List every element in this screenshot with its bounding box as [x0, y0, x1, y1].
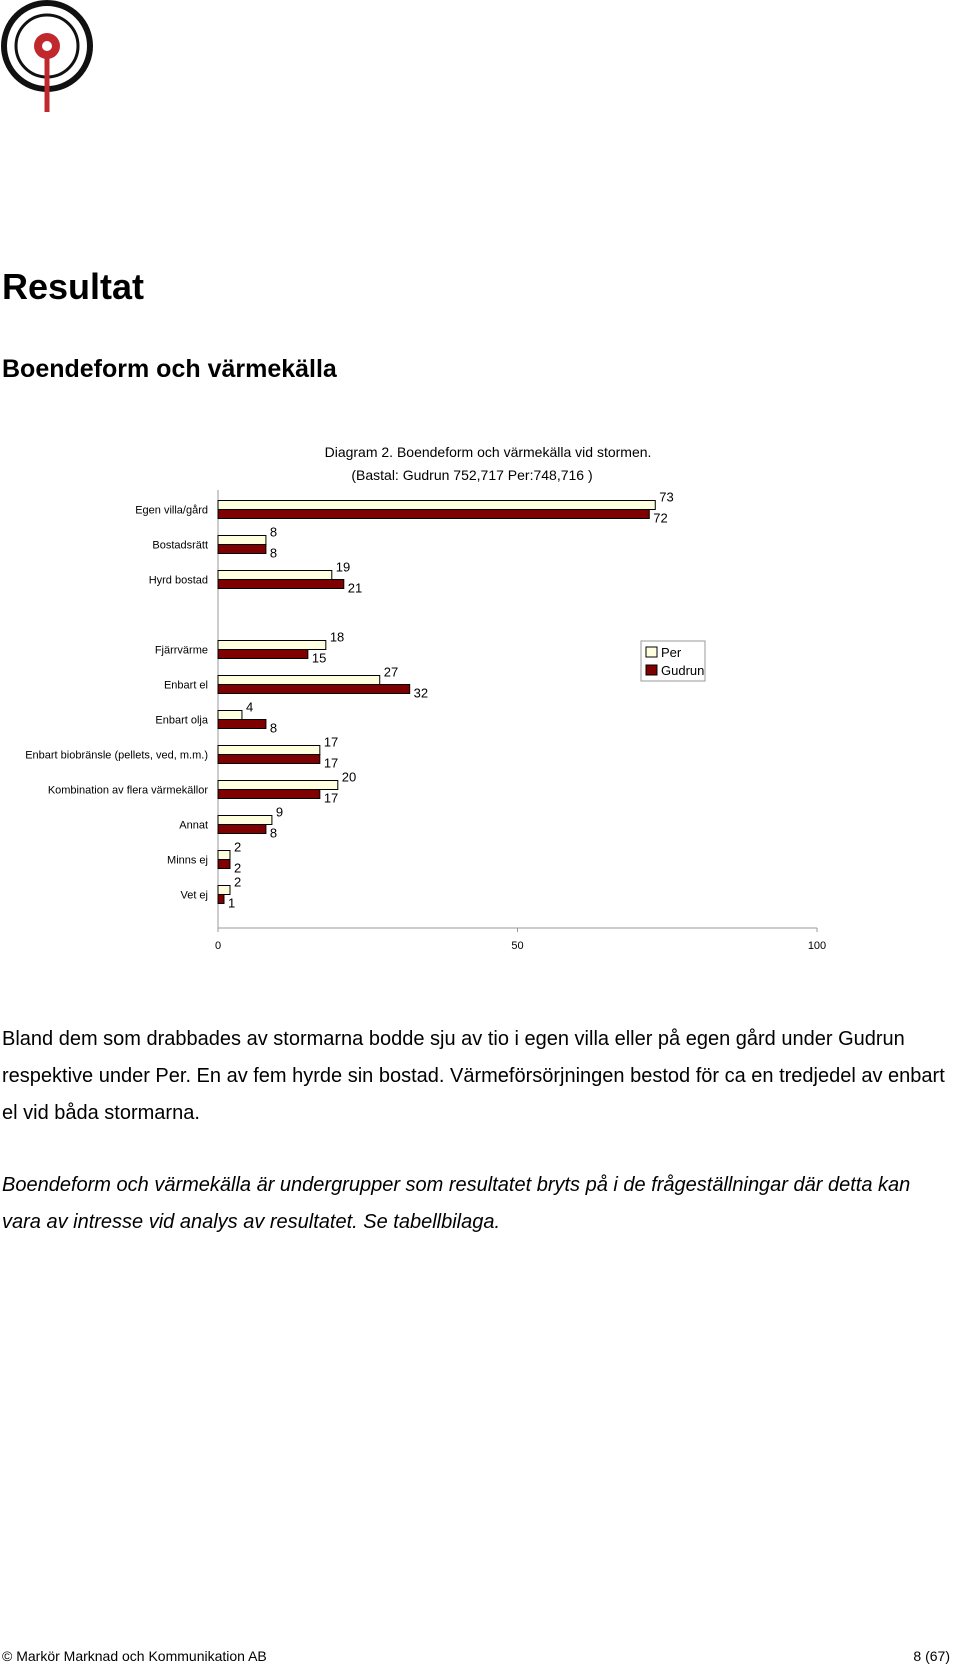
- data-label-gudrun: 1: [227, 895, 236, 911]
- data-label-gudrun: 32: [413, 685, 429, 701]
- bar-per: [218, 501, 655, 510]
- data-label-per: 19: [335, 559, 351, 575]
- x-tick-label: 100: [807, 940, 827, 952]
- data-label-gudrun: 17: [323, 755, 339, 771]
- data-label-per: 17: [323, 734, 339, 750]
- bar-gudrun: [218, 755, 320, 764]
- data-label-per: 18: [329, 629, 345, 645]
- body-paragraph: Bland dem som drabbades av stormarna bodde sju av tio i egen villa eller på egen gård under Gudrun respektive under Per. En av fem hyrde sin bostad. Värmeförsörjningen bestod för ca en tredjedel av enbart el vid båda stormarna.: [2, 1028, 945, 1124]
- category-label: Hyrd bostad: [148, 574, 208, 587]
- bar-gudrun: [218, 650, 308, 659]
- data-label-gudrun: 8: [269, 545, 278, 561]
- category-label: Enbart el: [163, 679, 208, 692]
- legend-label-per: Per: [661, 645, 682, 660]
- bar-gudrun: [218, 545, 266, 554]
- bar-per: [218, 641, 326, 650]
- legend-swatch-gudrun: [646, 665, 657, 675]
- category-label: Enbart olja: [155, 714, 208, 727]
- bar-per: [218, 711, 242, 720]
- bar-per: [218, 536, 266, 545]
- data-label-per: 8: [269, 524, 278, 540]
- category-label: Bostadsrätt: [152, 539, 208, 552]
- category-label: Kombination av flera värmekällor: [47, 784, 208, 797]
- bar-gudrun: [218, 790, 320, 799]
- data-label-gudrun: 8: [269, 720, 278, 736]
- data-label-per: 20: [341, 769, 357, 785]
- category-label: Annat: [179, 819, 208, 832]
- bar-gudrun: [218, 860, 230, 869]
- bar-per: [218, 851, 230, 860]
- x-tick-label: 0: [214, 940, 222, 952]
- bar-per: [218, 746, 320, 755]
- bar-gudrun: [218, 895, 224, 904]
- data-label-gudrun: 17: [323, 790, 339, 806]
- bar-gudrun: [218, 685, 410, 694]
- bar-gudrun: [218, 580, 344, 589]
- data-label-gudrun: 21: [347, 580, 363, 596]
- footer-copyright: © Markör Marknad och Kommunikation AB: [2, 1648, 267, 1664]
- bar-gudrun: [218, 510, 649, 519]
- bar-per: [218, 781, 338, 790]
- bar-per: [218, 676, 380, 685]
- data-label-gudrun: 15: [311, 650, 327, 666]
- category-label: Minns ej: [167, 854, 208, 867]
- legend-label-gudrun: Gudrun: [661, 663, 705, 678]
- section-heading: Boendeform och värmekälla: [2, 355, 337, 383]
- data-label-per: 73: [659, 489, 674, 505]
- x-tick-label: 50: [511, 940, 524, 952]
- data-label-per: 9: [275, 804, 284, 820]
- data-label-gudrun: 2: [233, 860, 242, 876]
- bar-per: [218, 571, 332, 580]
- category-label: Fjärrvärme: [154, 644, 208, 657]
- chart-subtitle: (Bastal: Gudrun 752,717 Per:748,716 ): [351, 467, 593, 483]
- page-title: Resultat: [2, 266, 145, 307]
- data-label-per: 2: [233, 874, 242, 890]
- category-label: Vet ej: [180, 889, 208, 902]
- data-label-gudrun: 8: [269, 825, 278, 841]
- bar-gudrun: [218, 720, 266, 729]
- category-label: Enbart biobränsle (pellets, ved, m.m.): [25, 749, 208, 762]
- data-label-per: 2: [233, 839, 242, 855]
- note-paragraph: Boendeform och värmekälla är undergrupper som resultatet bryts på i de frågeställningar där detta kan vara av intresse vid analys av resultatet. Se tabellbilaga.: [2, 1174, 911, 1233]
- legend-swatch-per: [646, 647, 657, 657]
- bar-per: [218, 886, 230, 895]
- page-number: 8 (67): [913, 1648, 950, 1664]
- chart-legend: [641, 641, 705, 681]
- data-label-per: 27: [383, 664, 399, 680]
- bar-chart: [0, 430, 960, 960]
- data-label-per: 4: [245, 699, 254, 715]
- bar-per: [218, 816, 272, 825]
- category-label: Egen villa/gård: [135, 504, 208, 517]
- chart-title: Diagram 2. Boendeform och värmekälla vid stormen.: [324, 444, 652, 460]
- target-logo-icon: [0, 0, 100, 112]
- data-label-gudrun: 72: [653, 510, 668, 526]
- bar-gudrun: [218, 825, 266, 834]
